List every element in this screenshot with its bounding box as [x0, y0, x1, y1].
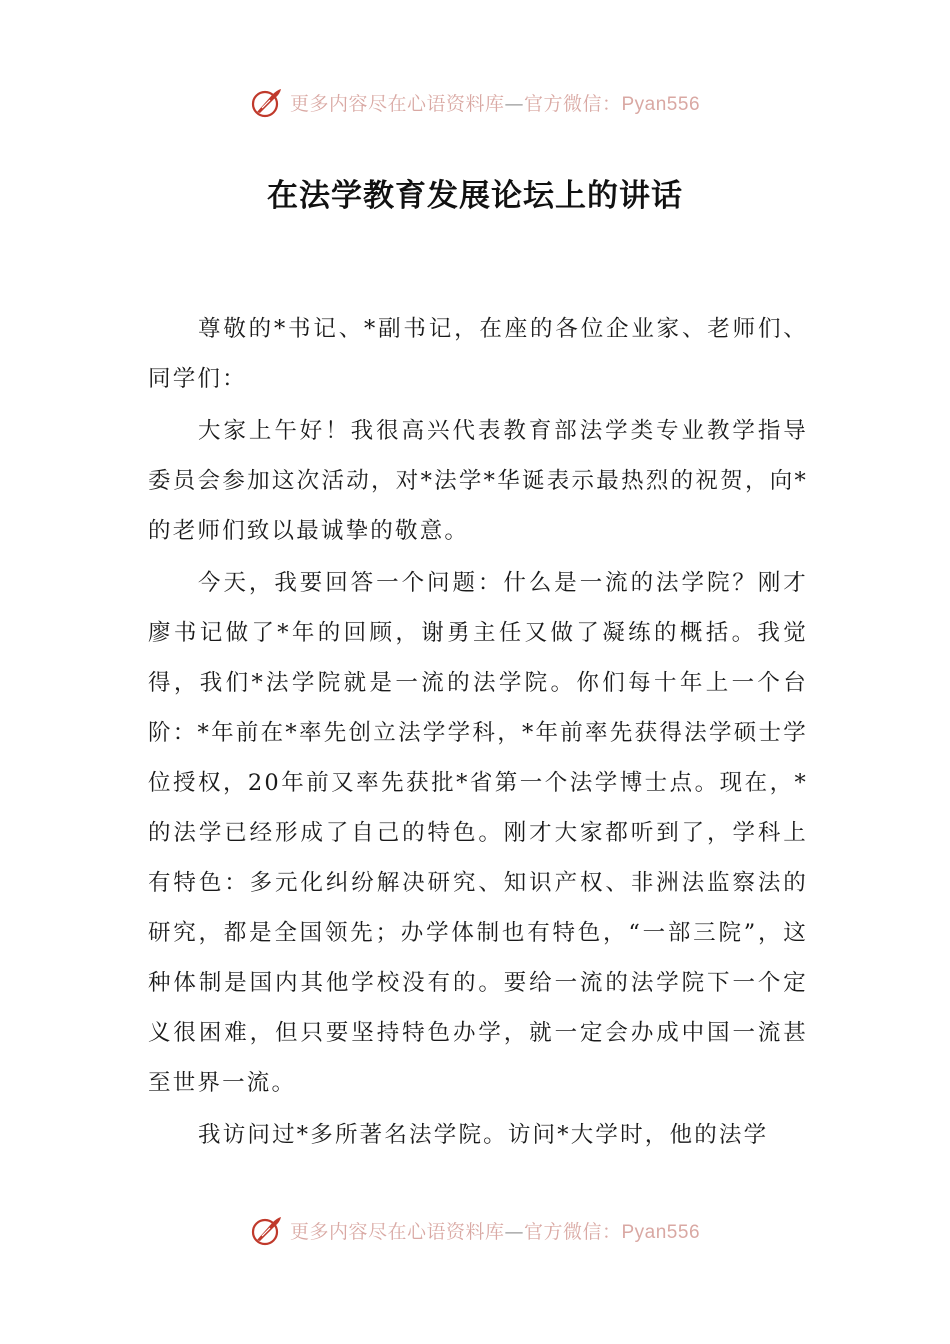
- paragraph-greeting: 尊敬的*书记、*副书记，在座的各位企业家、老师们、同学们：: [148, 316, 808, 392]
- paragraph-visit: 我访问过*多所著名法学院。访问*大学时，他的法学: [198, 1122, 769, 1148]
- footer-watermark: [0, 1210, 950, 1250]
- watermark-text: [290, 1217, 700, 1244]
- watermark-wechat-handle: Pyan556: [621, 93, 701, 115]
- watermark-wechat-label: 官方微信：: [523, 1220, 622, 1243]
- watermark-wechat-label: 官方微信：: [523, 92, 622, 115]
- document-body: [148, 304, 808, 1160]
- document-title: 在法学教育发展论坛上的讲话: [267, 178, 683, 214]
- watermark-site-text: 更多内容尽在心语资料库: [289, 92, 505, 115]
- paragraph-opening: 大家上午好！我很高兴代表教育部法学类专业教学指导委员会参加这次活动，对*法学*华诞表示最热烈的祝贺，向*的老师们致以最诚挚的敬意。: [148, 418, 808, 544]
- watermark-site-text: 更多内容尽在心语资料库: [289, 1220, 505, 1243]
- watermark-wechat-handle: Pyan556: [621, 1221, 701, 1243]
- quill-pen-logo-icon: [250, 85, 284, 119]
- header-watermark: [0, 82, 950, 122]
- watermark-separator: —: [504, 1220, 524, 1243]
- paragraph-main: 今天，我要回答一个问题：什么是一流的法学院？刚才廖书记做了*年的回顾，谢勇主任又做了凝练的概括。我觉得，我们*法学院就是一流的法学院。你们每十年上一个台阶：*年前在*率先创立法学学科，*年前率先获得法学硕士学位授权，20年前又率先获批*省第一个法学博士点。现在，*的法学已经形成了自己的特色。刚才大家都听到了，学科上有特色：多元化纠纷解决研究、知识产权、非洲法监察法的研究，都是全国领先；办学体制也有特色，“一部三院”，这种体制是国内其他学校没有的。要给一流的法学院下一个定义很困难，但只要坚持特色办学，就一定会办成中国一流甚至世界一流。: [148, 570, 808, 1096]
- watermark-separator: —: [504, 92, 524, 115]
- quill-pen-logo-icon: [250, 1213, 284, 1247]
- watermark-text: [290, 89, 700, 116]
